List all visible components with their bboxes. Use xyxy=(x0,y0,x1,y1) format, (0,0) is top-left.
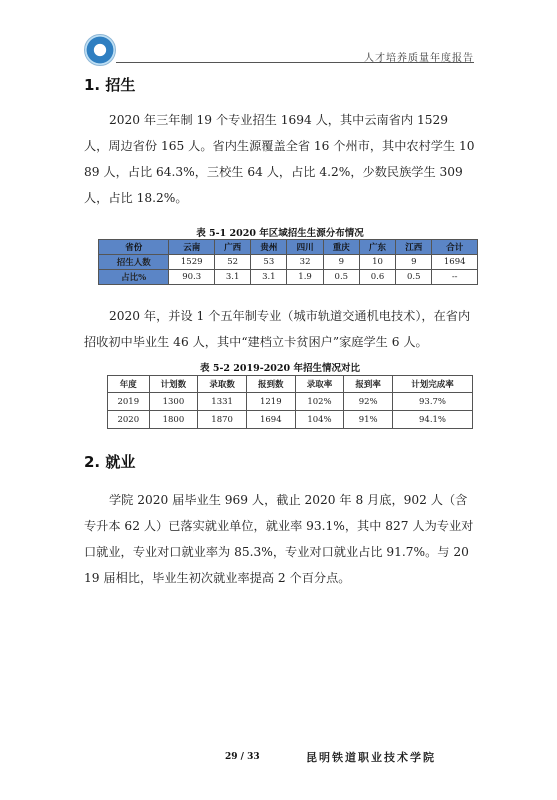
table-cell: 2019 xyxy=(108,393,150,411)
table-row xyxy=(99,270,478,285)
enrollment-paragraph-1: 2020 年三年制 19 个专业招生 1694 人，其中云南省内 1529 人，周边省份 165 人。省内生源覆盖全省 16 个州市，其中农村学生 1089 人，占比 64.3%，三校生 64 人，占比 4.2%，少数民族学生 309 人，占比 18.2%。 xyxy=(84,113,475,205)
table-header-cell: 报到率 xyxy=(344,376,393,393)
table-cell: 1300 xyxy=(149,393,198,411)
table-cell: 32 xyxy=(287,255,323,270)
table-header-cell: 合计 xyxy=(432,240,478,255)
header-title: 人才培养质量年度报告 xyxy=(364,53,474,64)
table-header-cell: 云南 xyxy=(169,240,215,255)
table-header-cell: 计划数 xyxy=(149,376,198,393)
employment-paragraph: 学院 2020 届毕业生 969 人，截止 2020 年 8 月底，902 人（含专升本 62 人）已落实就业单位，就业率 93.1%，其中 827 人为专业对口就业，专业对口就业率为 85.3%，专业对口就业占比 91.7%。与 2019 届相比，毕业生初次就业率提高 2 个百分点。 xyxy=(84,493,474,585)
table-cell: 1331 xyxy=(198,393,247,411)
section-heading-enrollment: 1. 招生 xyxy=(84,76,136,94)
table-header-cell: 录取率 xyxy=(295,376,344,393)
table-cell: 93.7% xyxy=(393,393,473,411)
enrollment-comparison-table xyxy=(107,375,473,429)
page-number: 29 / 33 xyxy=(225,752,260,762)
table-cell: 1870 xyxy=(198,411,247,429)
table-cell: 104% xyxy=(295,411,344,429)
table-header-cell: 报到数 xyxy=(246,376,295,393)
table-cell: 9 xyxy=(396,255,432,270)
table-cell: 0.5 xyxy=(323,270,359,285)
table-header-cell: 广西 xyxy=(214,240,250,255)
table-header-cell: 录取数 xyxy=(198,376,247,393)
table-cell: 52 xyxy=(214,255,250,270)
table-cell: 91% xyxy=(344,411,393,429)
table-header-cell: 省份 xyxy=(99,240,169,255)
table-cell: 9 xyxy=(323,255,359,270)
table-row xyxy=(99,255,478,270)
table-cell: 1694 xyxy=(246,411,295,429)
table-cell: 招生人数 xyxy=(99,255,169,270)
footer-school-name: 昆明铁道职业技术学院 xyxy=(306,751,436,764)
table-cell: 0.5 xyxy=(396,270,432,285)
table-cell: 3.1 xyxy=(251,270,287,285)
table-cell: 94.1% xyxy=(393,411,473,429)
table-header-cell: 贵州 xyxy=(251,240,287,255)
enrollment-paragraph-2: 2020 年，并设 1 个五年制专业（城市轨道交通机电技术），在省内招收初中毕业生 46 人，其中“建档立卡贫困户”家庭学生 6 人。 xyxy=(84,309,471,349)
table-cell: 92% xyxy=(344,393,393,411)
table-cell: -- xyxy=(432,270,478,285)
table-cell: 2020 xyxy=(108,411,150,429)
table-header-cell: 四川 xyxy=(287,240,323,255)
table-row xyxy=(108,411,473,429)
table-header-cell: 广东 xyxy=(359,240,395,255)
table-cell: 3.1 xyxy=(214,270,250,285)
enrollment-distribution-table xyxy=(98,239,478,285)
table-cell: 53 xyxy=(251,255,287,270)
table-header-cell: 年度 xyxy=(108,376,150,393)
table-header-row xyxy=(99,240,478,255)
table-row xyxy=(108,393,473,411)
table-cell: 90.3 xyxy=(169,270,215,285)
table-header-cell: 计划完成率 xyxy=(393,376,473,393)
section-heading-employment: 2. 就业 xyxy=(84,453,136,471)
table-cell: 占比% xyxy=(99,270,169,285)
table-cell: 10 xyxy=(359,255,395,270)
school-logo-icon xyxy=(84,34,116,66)
table-cell: 102% xyxy=(295,393,344,411)
table-header-row xyxy=(108,376,473,393)
table-cell: 0.6 xyxy=(359,270,395,285)
table-cell: 1529 xyxy=(169,255,215,270)
table-header-cell: 江西 xyxy=(396,240,432,255)
table2-caption: 表 5-2 2019-2020 年招生情况对比 xyxy=(200,363,360,374)
table1-caption: 表 5-1 2020 年区域招生生源分布情况 xyxy=(196,228,364,239)
table-cell: 1694 xyxy=(432,255,478,270)
table-cell: 1.9 xyxy=(287,270,323,285)
table-header-cell: 重庆 xyxy=(323,240,359,255)
table-cell: 1800 xyxy=(149,411,198,429)
table-cell: 1219 xyxy=(246,393,295,411)
